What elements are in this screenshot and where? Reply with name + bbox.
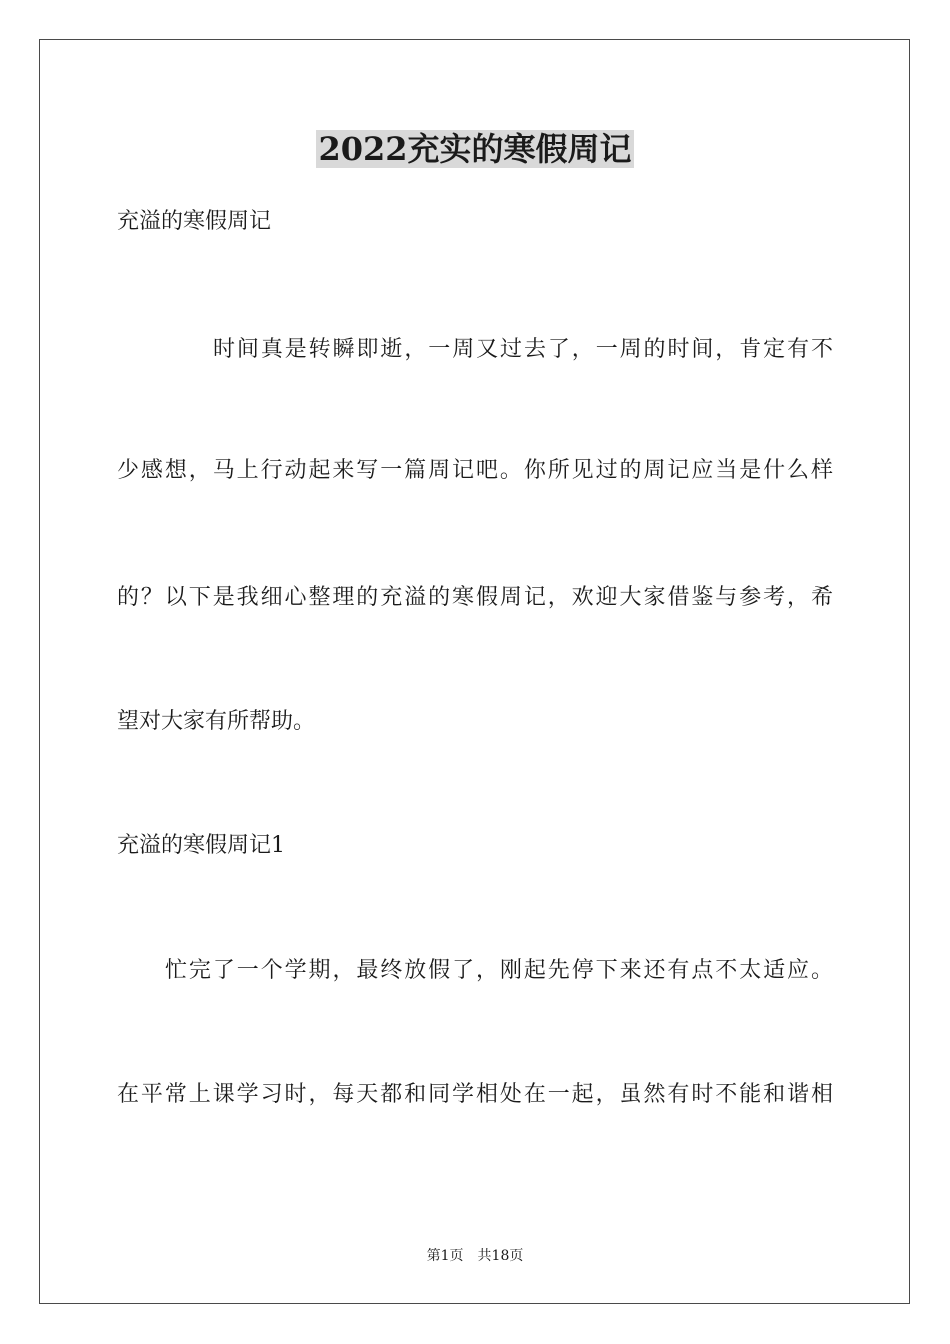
document-title: 2022充实的寒假周记: [318, 130, 632, 168]
document-subtitle: 充溢的寒假周记: [117, 209, 272, 234]
page-number-footer: 第1页 共18页: [426, 1248, 524, 1264]
intro-line-2: 少感想，马上行动起来写一篇周记吧。你所见过的周记应当是什么样: [117, 458, 833, 483]
intro-line-1: 时间真是转瞬即逝，一周又过去了，一周的时间，肯定有不: [213, 337, 833, 362]
intro-line-4: 望对大家有所帮助。: [117, 709, 316, 734]
body-line-2: 在平常上课学习时，每天都和同学相处在一起，虽然有时不能和谐相: [117, 1082, 833, 1107]
section-heading: 充溢的寒假周记1: [117, 833, 285, 858]
body-line-1: 忙完了一个学期，最终放假了，刚起先停下来还有点不太适应。: [165, 958, 833, 983]
intro-line-3: 的？以下是我细心整理的充溢的寒假周记，欢迎大家借鉴与参考，希: [117, 585, 833, 610]
